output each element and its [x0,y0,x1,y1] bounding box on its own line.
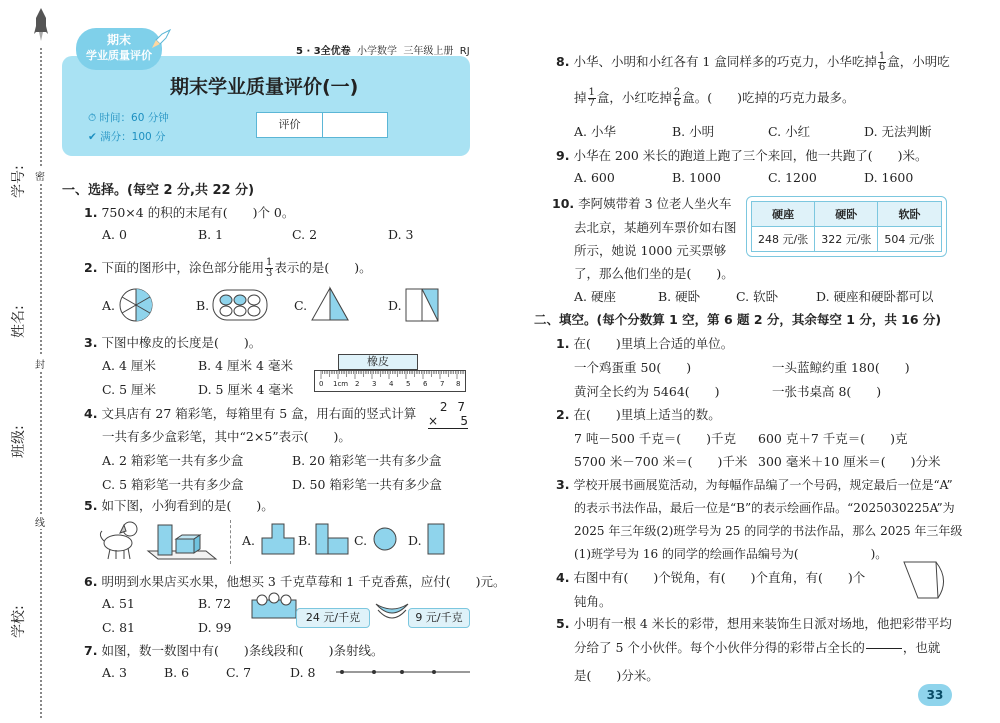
q10-line1: 李阿姨带着 3 位老人坐火车 [578,196,732,211]
head-hard-seat: 硬座 [752,202,815,227]
q2-option-a[interactable]: A. [102,298,116,313]
q6-option-b[interactable]: B. 72 [198,596,232,611]
school-label: 学校: [11,605,27,638]
subject-name: 小学数学 [357,46,398,57]
q10-option-d[interactable]: D. 硬座和硬卧都可以 [816,289,934,304]
q8-f3-num: 2 [673,87,681,98]
header-meta [296,42,470,57]
q8-option-a[interactable]: A. 小华 [574,124,616,139]
f5-line2a: 分给了 5 个小伙伴。每个小伙伴分得的彩带占全长的 [574,640,865,655]
f5-line2 [574,638,940,659]
q7-text: 如图，数一数图中有( )条线段和( )条射线。 [101,643,384,658]
q5-option-a[interactable]: A. [242,533,256,548]
q5-number: 5. [84,498,98,513]
f2-item-c[interactable]: 5700 米－700 米＝( )千米 [574,454,748,469]
eraser-label: 橡皮 [367,355,389,368]
price-hard-seat: 248 元/张 [752,227,815,252]
head-hard-sleeper: 硬卧 [815,202,878,227]
q2-frac-den: 3 [265,268,273,279]
q3-eraser [338,354,418,370]
q10-option-c[interactable]: C. 软卧 [736,289,779,304]
grade-name: 三年级上册 [403,46,454,57]
clock-icon: ⏱ [88,112,97,124]
fill-2 [556,405,721,423]
q7-option-b[interactable]: B. 6 [164,665,190,680]
score-info [88,129,166,144]
q6-number: 6. [84,574,98,589]
f4-number: 4. [556,570,570,585]
edition-name: RJ [459,46,470,57]
strawberry-basket-icon [250,592,298,623]
ruler-zero: 0 [319,380,324,388]
q2-number: 2. [84,260,98,275]
f3-number: 3. [556,477,570,492]
q6-option-a[interactable]: A. 51 [102,596,135,611]
q5-option-b[interactable]: B. [298,533,312,548]
q8-line2 [574,88,855,109]
fill-4 [556,568,865,586]
q2-text-pre: 下面的图形中，涂色部分能用 [101,260,264,275]
q6-option-c[interactable]: C. 81 [102,620,135,635]
q4-option-b[interactable]: B. 20 箱彩笔一共有多少盒 [292,453,442,468]
q10-line2: 去北京，某趟列车票价如右图 [574,220,737,235]
banana-icon [374,598,410,625]
q8-fraction-1 [878,52,886,73]
f1-text: 在( )里填上合适的单位。 [573,336,734,351]
q4-option-c[interactable]: C. 5 箱彩笔一共有多少盒 [102,477,244,492]
ruler-tick-3: 3 [372,380,377,388]
q8-part1: 小华、小明和小红各有 1 盒同样多的巧克力，小华吃掉 [573,54,877,69]
question-9 [556,146,928,164]
f4-angle-figure [898,556,950,605]
badge-line1: 期末 [106,33,131,47]
table-row [752,227,942,252]
ruler-tick-4: 4 [389,380,394,388]
calc-multiply: × [428,414,439,428]
q9-option-b[interactable]: B. 1000 [672,170,721,185]
q6-text: 明明到水果店买水果，他想买 3 千克草莓和 1 千克香蕉，应付( )元。 [101,574,506,589]
q8-option-d[interactable]: D. 无法判断 [864,124,932,139]
q5-option-c[interactable]: C. [354,533,368,548]
f4-line2: 钝角。 [574,594,612,609]
q5-view-a [260,522,296,559]
q8-option-c[interactable]: C. 小红 [768,124,811,139]
page-title: 期末学业质量评价(一) [170,76,359,98]
seal-xian: 线 [35,514,45,529]
price-hard-sleeper: 322 元/张 [815,227,878,252]
question-2 [84,258,372,279]
question-7 [84,641,383,659]
q3-number: 3. [84,335,98,350]
question-4 [84,404,416,422]
f5-blank-fraction[interactable] [866,639,902,659]
ruler-tick-7: 7 [440,380,445,388]
q4-option-a[interactable]: A. 2 箱彩笔一共有多少盒 [102,453,244,468]
q5-view-d [426,522,446,559]
dotted-cut-line [40,48,42,718]
f2-item-b[interactable]: 600 克＋7 千克＝( )克 [758,431,908,446]
q10-price-table [751,201,942,252]
q3-option-d[interactable]: D. 5 厘米 4 毫米 [198,382,294,397]
q8-part5: 盒。( )吃掉的巧克力最多。 [682,90,855,105]
f5-number: 5. [556,616,570,631]
ruler-tick-6: 6 [423,380,428,388]
section-2-title: 二、填空。(每个分数算 1 空，第 6 题 2 分，其余每空 1 分，共 16 分) [534,312,942,327]
eval-box [256,112,388,138]
question-6 [84,572,506,590]
q6-option-d[interactable]: D. 99 [198,620,232,635]
q8-number: 8. [556,54,570,69]
q2-ovals-figure [212,289,268,324]
seal-mi: 密 [35,168,45,183]
ruler-1cm: 1cm [333,380,349,388]
q3-text: 下图中橡皮的长度是( )。 [101,335,262,350]
section-1-title: 一、选择。(每空 2 分,共 22 分) [62,183,255,198]
calc-top: 2 7 [439,400,468,414]
f2-number: 2. [556,407,570,422]
ruler-tick-8: 8 [456,380,461,388]
q1-option-d[interactable]: D. 3 [388,227,414,242]
f2-item-a[interactable]: 7 吨－500 千克＝( )千克 [574,431,737,446]
f3-line3: 2025 年三年级(2)班学号为 25 的同学的书法作品，那么 2025 年三年级 [574,524,963,538]
q1-option-a[interactable]: A. 0 [102,227,127,242]
time-info [88,110,169,125]
q8-f1-num: 1 [878,51,886,62]
page-number [918,684,952,706]
q2-option-b[interactable]: B. [196,298,210,313]
ruler-tick-5: 5 [406,380,411,388]
f2-text: 在( )里填上适当的数。 [573,407,721,422]
q3-ruler [314,370,466,392]
eval-label: 评价 [257,113,323,137]
q4-option-d[interactable]: D. 50 箱彩笔一共有多少盒 [292,477,442,492]
q4-number: 4. [84,406,98,421]
f4-line1[interactable]: 右图中有( )个锐角，有( )个直角，有( )个 [573,570,866,585]
f2-item-d[interactable]: 300 毫米＋10 厘米＝( )分米 [758,454,941,469]
fill-1 [556,334,733,352]
q2-option-c[interactable]: C. [294,298,308,313]
q10-option-a[interactable]: A. 硬座 [574,289,616,304]
q3-option-b[interactable]: B. 4 厘米 4 毫米 [198,358,293,373]
q1-text: 750×4 的积的末尾有( )个 0。 [101,205,295,220]
price-soft-sleeper: 504 元/张 [878,227,941,252]
badge-line2: 学业质量评价 [86,49,152,62]
q2-circle-figure [118,287,154,326]
q10-line4: 了，那么他们坐的是( )。 [574,266,734,281]
head-soft-sleeper: 软卧 [878,202,941,227]
fill-5 [556,614,952,632]
q1-option-b[interactable]: B. 1 [198,227,224,242]
q8-part3: 掉 [574,90,587,105]
q5-view-b [314,522,350,559]
q9-number: 9. [556,148,570,163]
q1-option-c[interactable]: C. 2 [292,227,318,242]
q7-option-c[interactable]: C. 7 [226,665,252,680]
q8-option-b[interactable]: B. 小明 [672,124,715,139]
question-5 [84,496,274,514]
q8-f3-den: 6 [673,98,681,109]
q7-option-a[interactable]: A. 3 [102,665,127,680]
f1-item-d[interactable]: 一张书桌高 8( ) [772,384,882,399]
q5-divider [230,520,231,564]
q7-option-d[interactable]: D. 8 [290,665,316,680]
q10-price-table-wrap [746,196,947,257]
q5-option-d[interactable]: D. [408,533,422,548]
q9-text: 小华在 200 米长的跑道上跑了三个来回，他一共跑了( )米。 [573,148,928,163]
rocket-icon [34,8,48,45]
q8-f1-den: 6 [878,62,886,73]
q4-vertical-calc [428,400,468,429]
calc-bottom-row [428,414,468,429]
q7-line-figure [336,664,470,679]
eval-input[interactable] [323,113,387,137]
question-1 [84,203,294,221]
q5-dog-scene [96,515,222,566]
time-text: 时间：60 分钟 [99,112,169,124]
q8-part2: 盒，小明吃 [887,54,950,69]
q5-view-c [372,526,398,555]
q2-option-d[interactable]: D. [388,298,402,313]
q9-option-c[interactable]: C. 1200 [768,170,817,185]
f5-line2b: ，也就 [902,640,941,655]
q10-number: 10. [552,196,575,211]
q4-line2: 一共有多少盒彩笔，其中“2×5”表示( )。 [102,429,351,444]
ruler-tick-2: 2 [355,380,360,388]
q5-text: 如下图，小狗看到的是( )。 [101,498,274,513]
q2-fraction [265,258,273,279]
strawberry-price: 24 元/千克 [296,608,370,628]
q8-fraction-2 [588,88,596,109]
f1-number: 1. [556,336,570,351]
seal-feng: 封 [35,356,45,371]
banana-price: 9 元/千克 [408,608,470,628]
q9-option-d[interactable]: D. 1600 [864,170,914,185]
question-10 [552,194,732,212]
q2-square-figure [404,287,440,326]
q8-f2-num: 1 [588,87,595,98]
q1-number: 1. [84,205,98,220]
q10-option-b[interactable]: B. 硬卧 [658,289,701,304]
f5-line3[interactable]: 是( )分米。 [574,668,659,683]
table-head-row [752,202,942,227]
q7-number: 7. [84,643,98,658]
student-number-label: 学号: [11,165,27,198]
name-label: 姓名: [11,305,27,338]
f3-line1: 学校开展书画展览活动，为每幅作品编了一个号码，规定最后一位是“A” [573,478,953,492]
f5-line1: 小明有一根 4 米长的彩带，想用来装饰生日派对场地，他把彩带平均 [573,616,952,631]
question-8 [556,52,950,73]
q3-option-c[interactable]: C. 5 厘米 [102,382,156,397]
q2-text-post: 表示的是( )。 [274,260,372,275]
q8-fraction-3 [673,88,681,109]
f1-item-c[interactable]: 黄河全长约为 5464( ) [574,384,720,399]
fill-3 [556,476,953,493]
q3-option-a[interactable]: A. 4 厘米 [102,358,156,373]
q8-part4: 盒，小红吃掉 [596,90,672,105]
badge-rocket-icon [150,28,172,53]
f1-item-b[interactable]: 一头蓝鲸约重 180( ) [772,360,910,375]
score-text: 满分：100 分 [100,131,166,143]
q8-f2-den: 7 [588,98,595,109]
calc-bottom: 5 [460,414,468,428]
check-icon: ✔ [88,131,97,143]
class-label: 班级: [11,425,27,458]
series-name: 5 · 3全优卷 [296,46,351,57]
q4-line1: 文具店有 27 箱彩笔，每箱里有 5 盒，用右面的竖式计算 [101,406,417,421]
f1-item-a[interactable]: 一个鸡蛋重 50( ) [574,360,692,375]
q9-option-a[interactable]: A. 600 [574,170,615,185]
q10-line3: 所示，她说 1000 元买票够 [574,243,727,258]
page-number-text: 33 [926,688,944,702]
question-3 [84,333,261,351]
f3-line2: 的表示书法作品，最后一位是“B”的表示绘画作品。“2025030225A”为 [574,501,955,515]
q2-frac-num: 1 [265,257,273,268]
f3-line4[interactable]: (1)班学号为 16 的同学的绘画作品编号为( )。 [574,547,888,561]
q2-triangle-figure [310,286,350,325]
